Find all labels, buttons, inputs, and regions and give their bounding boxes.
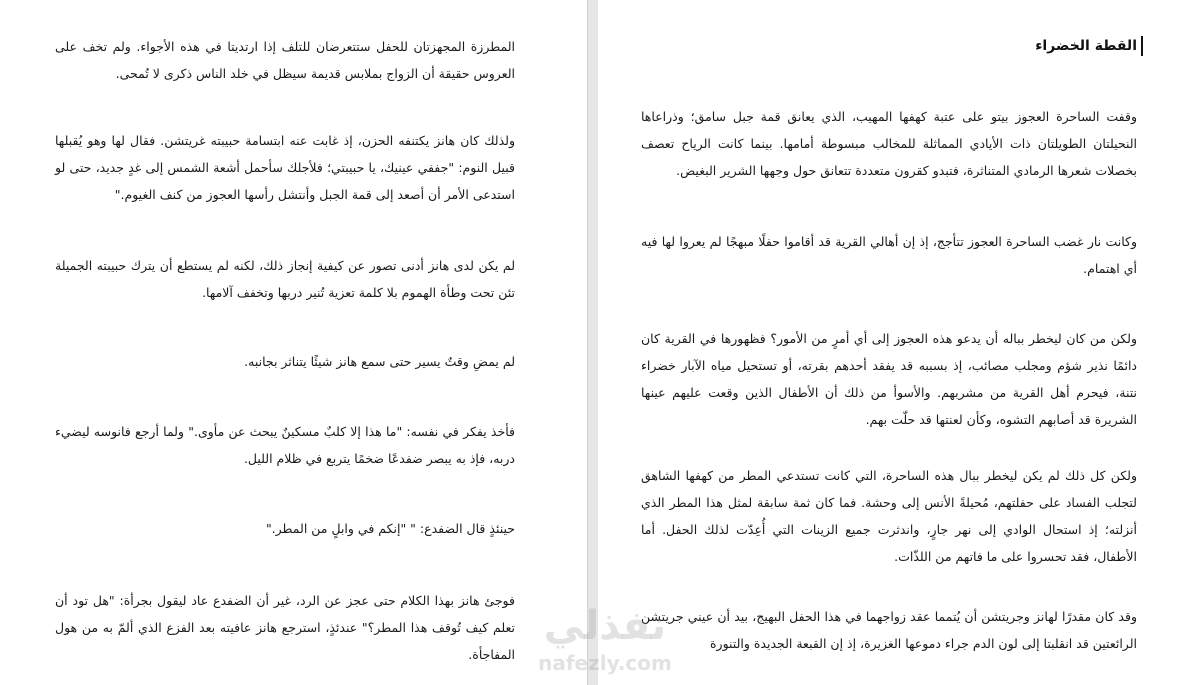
watermark-latin: nafezly.com: [538, 651, 672, 675]
chapter-title: القطة الخضراء: [1035, 36, 1143, 56]
paragraph: فوجئ هانز بهذا الكلام حتى عجز عن الرد، غير أن الضفدع عاد ليقول بجرأة: "هل تود أن تعلم كيف تُوقف هذا المطر؟" عندئذٍ، استرجع هانز عافيته بعد الفزع الذي ألمّ به من هول المفاجأة.: [55, 593, 515, 662]
right-page: [598, 0, 1185, 685]
paragraph: حينئذٍ قال الضفدع: " "إنكم في وابلٍ من المطر.": [265, 521, 515, 536]
paragraph: لم يمضِ وقتٌ يسير حتى سمع هانز شيئًا يتناثر بجانبه.: [244, 354, 515, 369]
paragraph: ولكن من كان ليخطر بباله أن يدعو هذه العجوز إلى أي أمرٍ من الأمور؟ فظهورها في القرية كان دائمًا نذير شؤم ومجلب مصائب، إذ بسببه قد يفقد أحدهم بقرته، أو تستحيل مياه الآبار خضراء نتنة، فيحرم أهل القرية من مشربهم. والأسوأ من ذلك أن الأطفال الذين وقعت عليهم عينها الشريرة قد أصابهم التشوه، وكأن لعنتها قد حلّت بهم.: [641, 331, 1137, 427]
page-gutter: [587, 0, 598, 685]
paragraph: وقفت الساحرة العجوز بيتو على عتبة كهفها المهيب، الذي يعانق قمة جبل سامق؛ وذراعاها النحيلتان الطويلتان ذات الأيادي المماثلة للمخالب مبسوطة أمامها. بينما كانت الرياح تعصف بخصلات شعرها الرمادي المتناثرة، فتبدو كقرون متعددة تتعانق حول وجهها الشرير البغيض.: [641, 109, 1137, 178]
left-page: [0, 0, 587, 685]
paragraph: وكانت نار غضب الساحرة العجوز تتأجج، إذ إن أهالي القرية قد أقاموا حفلًا مبهجًا لم يعروا لها فيه أي اهتمام.: [641, 234, 1137, 276]
paragraph: لم يكن لدى هانز أدنى تصور عن كيفية إنجاز ذلك، لكنه لم يستطع أن يترك حبيبته الجميلة تئن تحت وطأة الهموم بلا كلمة تعزية تُنير دربها وتخفف آلامها.: [55, 258, 515, 300]
paragraph: فأخذ يفكر في نفسه: "ما هذا إلا كلبٌ مسكينٌ يبحث عن مأوى." ولما أرجع فانوسه ليضيء دربه، فإذ به يبصر ضفدعًا ضخمًا يتربع في ظلام الليل.: [55, 424, 515, 466]
paragraph: ولكن كل ذلك لم يكن ليخطر ببال هذه الساحرة، التي كانت تستدعي المطر من كهفها الشاهق لتجلب الفساد على حفلتهم، مُحيلةً الأنس إلى وحشة. فما كان ثمة سابقة لمثل هذا المطر الذي أنزلته؛ إذ استحال الوادي إلى نهر جارٍ، واندثرت جميع الزينات التي أُعِدّت لذلك الحفل. أما الأطفال، فقد تحسروا على ما فاتهم من اللذّات.: [641, 468, 1137, 564]
paragraph: وقد كان مقدرًا لهانز وجريتشن أن يُتمما عقد زواجهما في هذا الحفل البهيج، بيد أن عيني جريتشن الرائعتين قد انقلبتا إلى لون الدم جراء دموعها الغزيرة، إذ إن القبعة الجديدة والتنورة: [641, 609, 1137, 651]
page-divider: [587, 0, 588, 685]
paragraph: ولذلك كان هانز يكتنفه الحزن، إذ غابت عنه ابتسامة حبيبته غريتشن. فقال لها وهو يُقبلها قبيل النوم: "جففي عينيك، يا حبيبتي؛ فلأجلك سأحمل أشعة الشمس إلى غدٍ جديد، حتى لو استدعى الأمر أن أصعد إلى قمة الجبل وأنتشل رأسها العجوز من كنف الغيوم.": [55, 133, 515, 202]
paragraph: المطرزة المجهزتان للحفل ستتعرضان للتلف إذا ارتديتا في هذه الأجواء. ولم تخف على العروس حقيقة أن الزواج بملابس قديمة سيظل في خلد الناس ذكرى لا تُمحى.: [55, 39, 515, 81]
watermark-arabic: نفذلي: [543, 603, 667, 649]
